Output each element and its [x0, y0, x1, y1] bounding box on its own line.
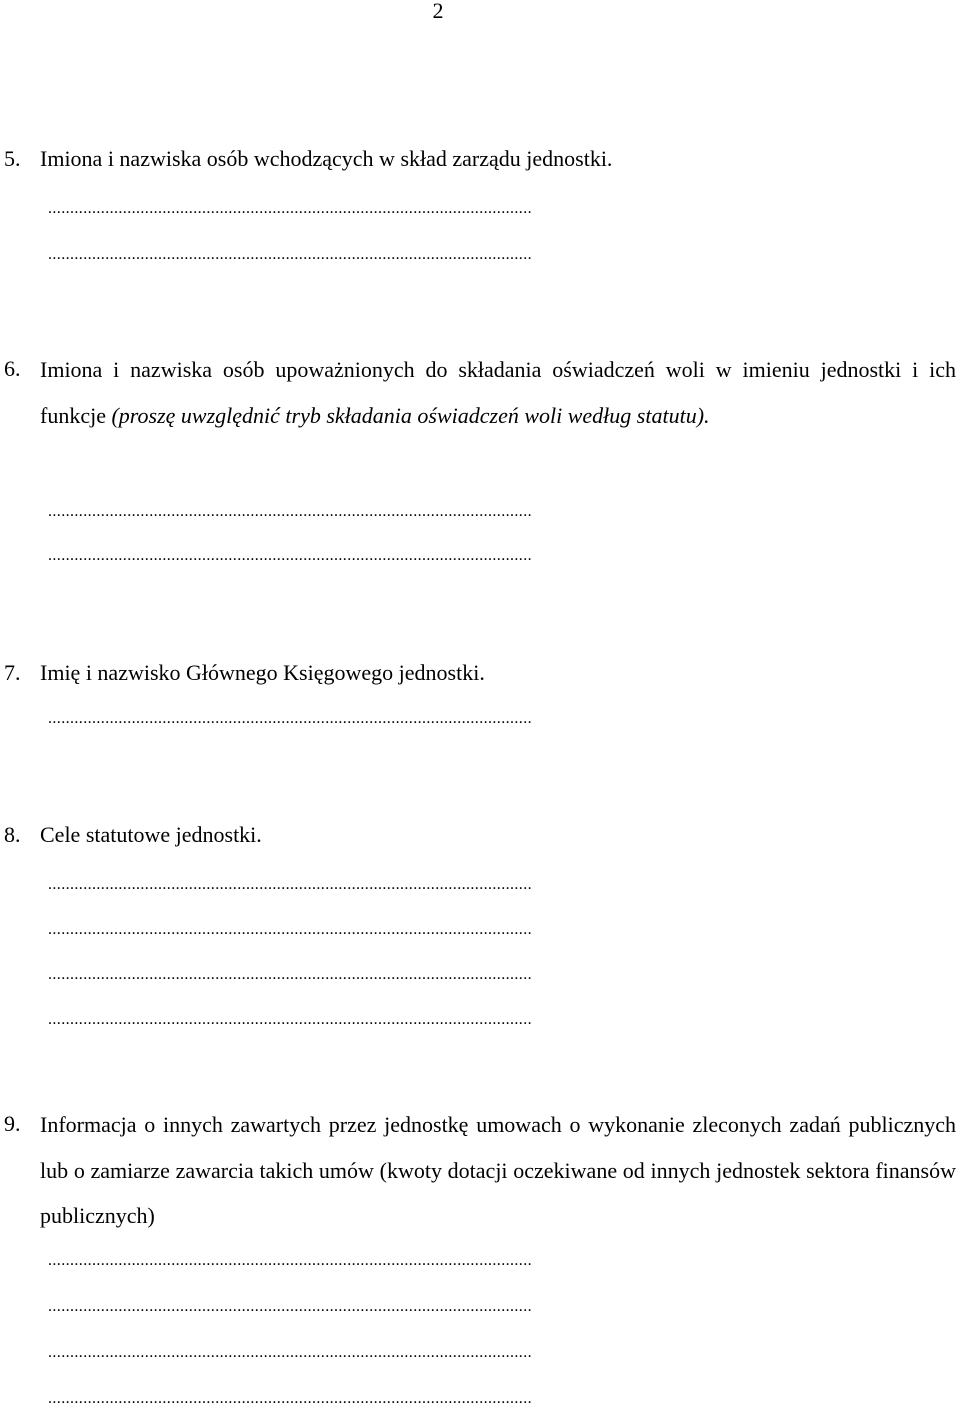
answer-line[interactable]: .............................................................................................................. — [48, 547, 532, 564]
section-heading: Informacja o innych zawartych przez jednostkę umowach o wykonanie zleconych zadań publicznych lub o zamiarze zawarcia takich umów (kwoty dotacji oczekiwane od innych jednostek sektora finansów publicznych) — [40, 1112, 956, 1228]
answer-line[interactable]: .............................................................................................................. — [48, 200, 532, 217]
answer-line[interactable]: .............................................................................................................. — [48, 246, 532, 263]
section-number: 8. — [4, 822, 21, 847]
section-number: 7. — [4, 660, 21, 685]
answer-line[interactable]: .............................................................................................................. — [48, 503, 532, 520]
answer-line[interactable]: .............................................................................................................. — [48, 1298, 532, 1315]
section-heading: Imię i nazwisko Głównego Księgowego jednostki. — [40, 660, 485, 685]
answer-line[interactable]: .............................................................................................................. — [48, 1390, 532, 1407]
answer-line[interactable]: .............................................................................................................. — [48, 1252, 532, 1269]
section-number: 6. — [4, 356, 21, 381]
answer-line[interactable]: .............................................................................................................. — [48, 1344, 532, 1361]
section-heading-text: Imiona i nazwiska osób upoważnionych do składania oświadczeń woli w imieniu jednostki i ich funkcje — [40, 357, 956, 428]
section-number: 5. — [4, 146, 21, 171]
section-heading: Cele statutowe jednostki. — [40, 822, 262, 847]
section-number: 9. — [4, 1111, 21, 1136]
section-heading — [40, 347, 956, 438]
answer-line[interactable]: .............................................................................................................. — [48, 1011, 532, 1028]
answer-line[interactable]: .............................................................................................................. — [48, 710, 532, 727]
section-heading-note: (proszę uwzględnić tryb składania oświadczeń woli według statutu). — [111, 402, 710, 428]
page-number: 2 — [432, 0, 444, 23]
answer-line[interactable]: .............................................................................................................. — [48, 966, 532, 983]
section-heading: Imiona i nazwiska osób wchodzących w skład zarządu jednostki. — [40, 146, 613, 171]
answer-line[interactable]: .............................................................................................................. — [48, 876, 532, 893]
answer-line[interactable]: .............................................................................................................. — [48, 921, 532, 938]
